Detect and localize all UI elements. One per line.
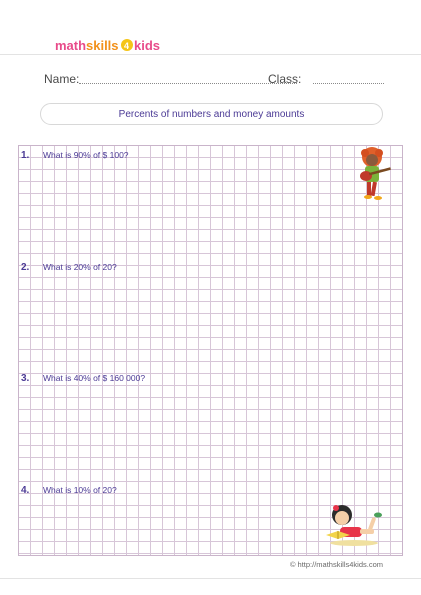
worksheet-title: Percents of numbers and money amounts xyxy=(118,108,305,120)
question-3 xyxy=(21,373,145,384)
worksheet-title-box xyxy=(40,103,383,125)
question-4 xyxy=(21,485,117,496)
name-class-row xyxy=(44,72,384,88)
question-number: 2. xyxy=(21,262,30,273)
question-text: What is 10% of 20? xyxy=(43,485,117,495)
name-label: Name: xyxy=(44,72,80,86)
boy-guitar-illustration xyxy=(352,146,396,202)
logo-skills-text: skills xyxy=(86,38,119,53)
footer-url: © http://mathskills4kids.com xyxy=(289,560,383,569)
question-text: What is 40% of $ 160 000? xyxy=(43,373,146,383)
logo-kids-text: kids xyxy=(134,38,161,53)
name-field-line xyxy=(79,83,297,84)
question-number: 1. xyxy=(21,150,30,161)
question-number: 3. xyxy=(21,373,30,384)
footer-divider xyxy=(0,578,421,579)
header-divider xyxy=(0,54,421,55)
girl-reading-illustration xyxy=(322,503,388,549)
mathskills4kids-logo-graphic xyxy=(55,36,161,54)
logo-math-text: math xyxy=(55,38,87,53)
question-number: 4. xyxy=(21,485,30,496)
question-text: What is 90% of $ 100? xyxy=(43,150,129,160)
question-1 xyxy=(21,150,129,161)
question-text: What is 20% of 20? xyxy=(43,262,117,272)
class-label: Class: xyxy=(268,72,302,86)
logo xyxy=(55,36,161,54)
logo-four-text: 4 xyxy=(124,41,130,51)
question-2 xyxy=(21,262,117,273)
class-field-line xyxy=(313,83,384,84)
